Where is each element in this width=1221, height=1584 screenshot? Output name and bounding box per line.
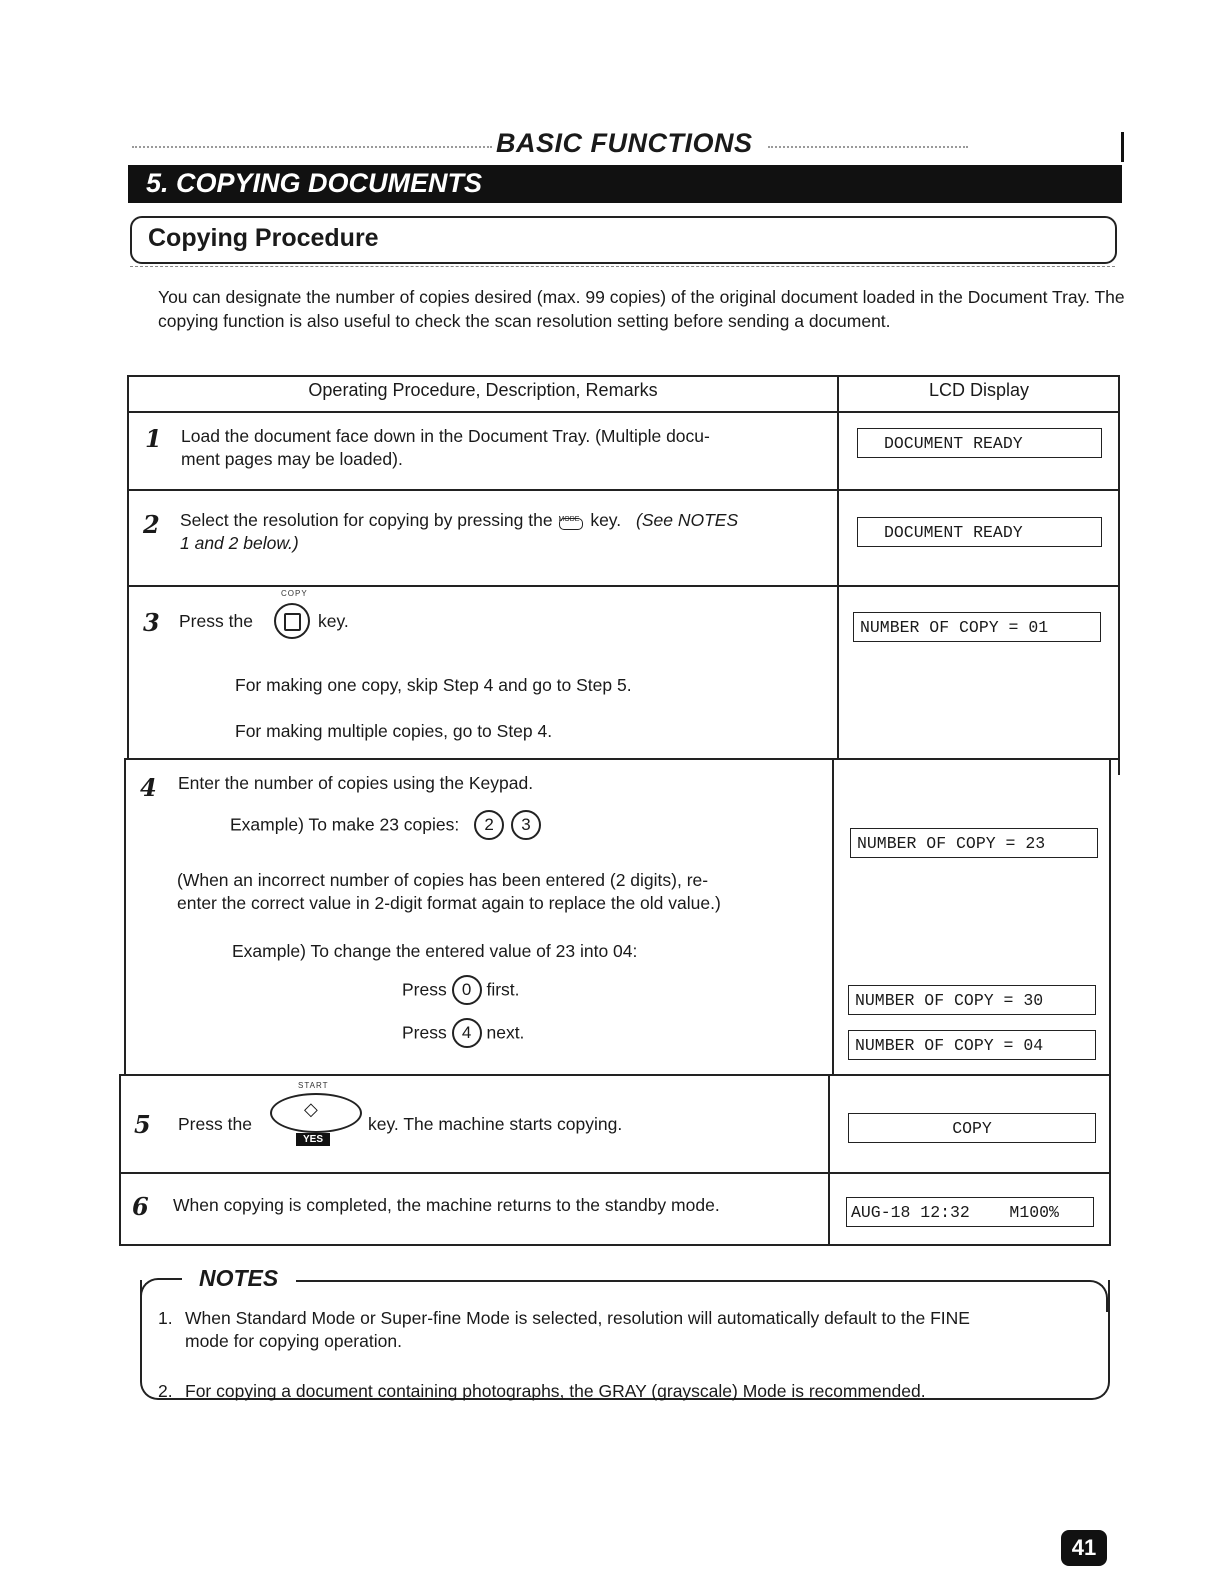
mode-key-label: MODE xyxy=(558,516,580,524)
intro-paragraph: You can designate the number of copies desired (max. 99 copies) of the original document loaded in the Document Tray. The copying function is also useful to check the scan resolution setting before sending a document. xyxy=(158,287,1125,331)
section-label: BASIC FUNCTIONS xyxy=(496,128,753,158)
step-number: 6 xyxy=(132,1192,149,1221)
step-3-line-1: For making one copy, skip Step 4 and go to Step 5. xyxy=(235,675,632,695)
step-4-note-b: enter the correct value in 2-digit format again to replace the old value.) xyxy=(177,893,721,913)
step-number: 3 xyxy=(143,608,160,637)
lcd-display: DOCUMENT READY xyxy=(857,517,1102,547)
step-5-text-a: Press the xyxy=(178,1114,252,1134)
chapter-banner xyxy=(128,165,1122,203)
step-3-text-b: key. xyxy=(318,611,349,631)
lcd-display: NUMBER OF COPY = 01 xyxy=(853,612,1101,642)
start-key-icon xyxy=(270,1093,362,1143)
notes-corner xyxy=(1075,1280,1108,1312)
step-3-text-a: Press the xyxy=(179,611,253,631)
press-label: Press xyxy=(402,979,447,1000)
margin-mark xyxy=(1121,132,1124,162)
key-2-icon: 2 xyxy=(474,810,504,840)
page-number: 41 xyxy=(1061,1530,1107,1566)
header-rule-right xyxy=(768,146,968,148)
step-6-text: When copying is completed, the machine returns to the standby mode. xyxy=(173,1195,720,1215)
subheading-rule xyxy=(130,266,1115,267)
press-4-line xyxy=(402,1018,524,1048)
copy-key-icon xyxy=(274,603,310,639)
column-header-procedure: Operating Procedure, Description, Remarks xyxy=(308,380,658,400)
note-number: 1. xyxy=(158,1308,173,1328)
step-4-example-1 xyxy=(230,810,541,840)
note-1-line-1: When Standard Mode or Super-fine Mode is selected, resolution will automatically default to the FINE xyxy=(185,1308,970,1328)
step-5-text-b: key. The machine starts copying. xyxy=(368,1114,623,1134)
header-rule-left xyxy=(132,146,492,148)
start-symbol: ◇ xyxy=(304,1099,318,1119)
notes-rule xyxy=(296,1280,1088,1282)
lcd-display: COPY xyxy=(848,1113,1096,1143)
press-0-line xyxy=(402,975,520,1005)
note-number: 2. xyxy=(158,1381,173,1401)
subheading-box xyxy=(130,216,1117,264)
note-1-line-2: mode for copying operation. xyxy=(185,1331,402,1351)
first-label: first. xyxy=(486,979,520,1000)
yes-label: YES xyxy=(296,1133,330,1146)
step-1-text: Load the document face down in the Document Tray. (Multiple docu- ment pages may be loaded). xyxy=(181,426,710,469)
subheading-title: Copying Procedure xyxy=(148,224,379,252)
lcd-display: NUMBER OF COPY = 30 xyxy=(848,985,1096,1015)
key-0-icon: 0 xyxy=(452,975,482,1005)
step-4-text: Enter the number of copies using the Keypad. xyxy=(178,773,534,793)
lcd-display: NUMBER OF COPY = 23 xyxy=(850,828,1098,858)
note-2-line-1: For copying a document containing photographs, the GRAY (grayscale) Mode is recommended. xyxy=(185,1381,926,1401)
next-label: next. xyxy=(486,1022,525,1043)
step-number: 5 xyxy=(134,1110,151,1139)
press-label: Press xyxy=(402,1022,447,1043)
key-3-icon: 3 xyxy=(511,810,541,840)
lcd-display: DOCUMENT READY xyxy=(857,428,1102,458)
lcd-display: NUMBER OF COPY = 04 xyxy=(848,1030,1096,1060)
step-2-text-c: (See NOTES xyxy=(636,510,739,530)
step-2-text-b: key. xyxy=(590,510,622,530)
notes-corner xyxy=(140,1278,182,1310)
step-number: 2 xyxy=(143,510,160,539)
key-4-icon: 4 xyxy=(452,1018,482,1048)
column-header-lcd: LCD Display xyxy=(928,380,1030,400)
step-3-line-2: For making multiple copies, go to Step 4. xyxy=(235,721,553,741)
step-number: 1 xyxy=(145,424,162,453)
mode-key-icon xyxy=(557,512,585,530)
copy-key-caption: COPY xyxy=(281,589,308,598)
step-2-text-a: Select the resolution for copying by pressing the xyxy=(180,510,553,530)
step-number: 4 xyxy=(140,773,157,802)
chapter-title: 5. COPYING DOCUMENTS xyxy=(146,168,483,198)
notes-title: NOTES xyxy=(193,1265,284,1292)
lcd-display: AUG-18 12:32 M100% xyxy=(846,1197,1094,1227)
step-2-text-d: 1 and 2 below.) xyxy=(180,533,299,553)
example-1-label: Example) To make 23 copies: xyxy=(230,814,460,835)
start-key-caption: START xyxy=(298,1081,329,1090)
step-4-example-2: Example) To change the entered value of 23 into 04: xyxy=(232,941,638,961)
step-4-note-a: (When an incorrect number of copies has been entered (2 digits), re- xyxy=(177,870,709,890)
step-2-text xyxy=(180,509,830,555)
